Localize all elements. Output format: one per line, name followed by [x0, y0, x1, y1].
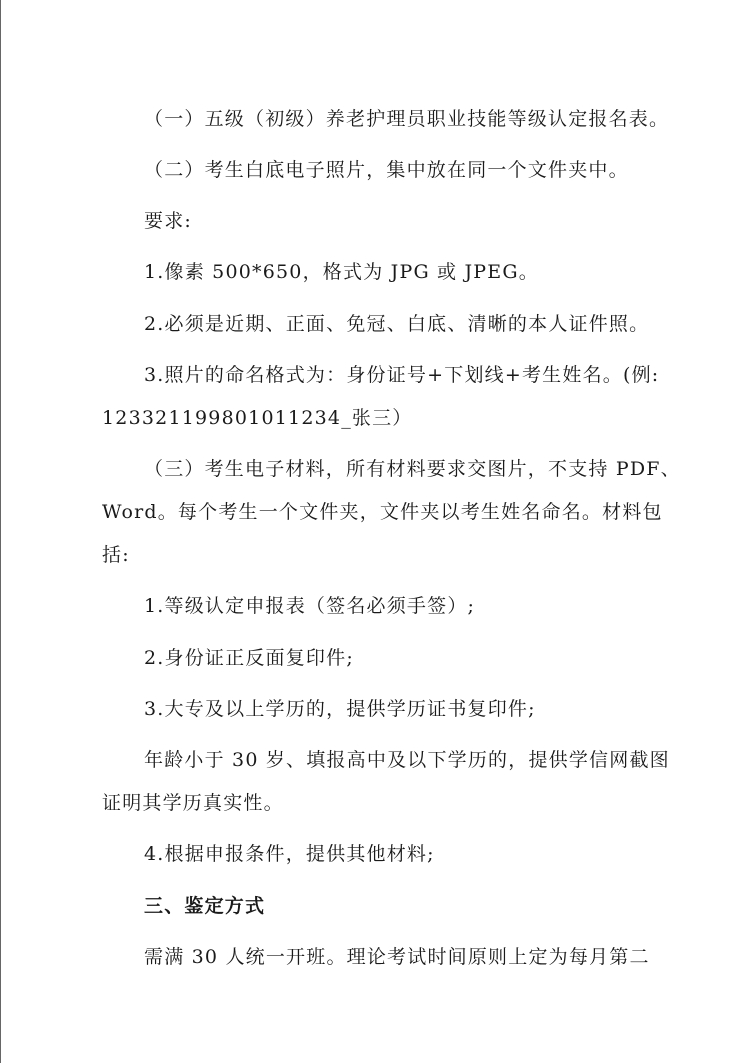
- requirement-pixels: 1.像素 500*650，格式为 JPG 或 JPEG。: [144, 261, 539, 283]
- section-heading-assessment: 三、鉴定方式: [144, 895, 266, 917]
- item-materials-cont: Word。每个考生一个文件夹，文件夹以考生姓名命名。材料包: [102, 501, 663, 523]
- material-id-card: 2.身份证正反面复印件;: [144, 647, 354, 669]
- material-form: 1.等级认定申报表（签名必须手签）;: [144, 595, 476, 617]
- requirement-photo-type: 2.必须是近期、正面、免冠、白底、清晰的本人证件照。: [144, 313, 650, 335]
- item-materials-cont2: 括:: [102, 544, 130, 566]
- material-age-note-cont: 证明其学历真实性。: [102, 792, 284, 814]
- page-edge: [0, 0, 1, 1063]
- item-registration-form: （一）五级（初级）养老护理员职业技能等级认定报名表。: [144, 108, 670, 130]
- requirement-naming: 3.照片的命名格式为：身份证号+下划线+考生姓名。(例:: [144, 364, 660, 386]
- naming-example: 123321199801011234_张三）: [102, 407, 413, 429]
- material-other: 4.根据申报条件，提供其他材料;: [144, 843, 435, 865]
- item-photo: （二）考生白底电子照片，集中放在同一个文件夹中。: [144, 159, 629, 181]
- assessment-paragraph: 需满 30 人统一开班。理论考试时间原则上定为每月第二: [144, 946, 650, 968]
- requirements-label: 要求:: [144, 210, 193, 232]
- material-age-note: 年龄小于 30 岁、填报高中及以下学历的，提供学信网截图: [144, 749, 670, 771]
- item-materials: （三）考生电子材料，所有材料要求交图片，不支持 PDF、: [144, 458, 681, 480]
- material-diploma: 3.大专及以上学历的，提供学历证书复印件;: [144, 698, 536, 720]
